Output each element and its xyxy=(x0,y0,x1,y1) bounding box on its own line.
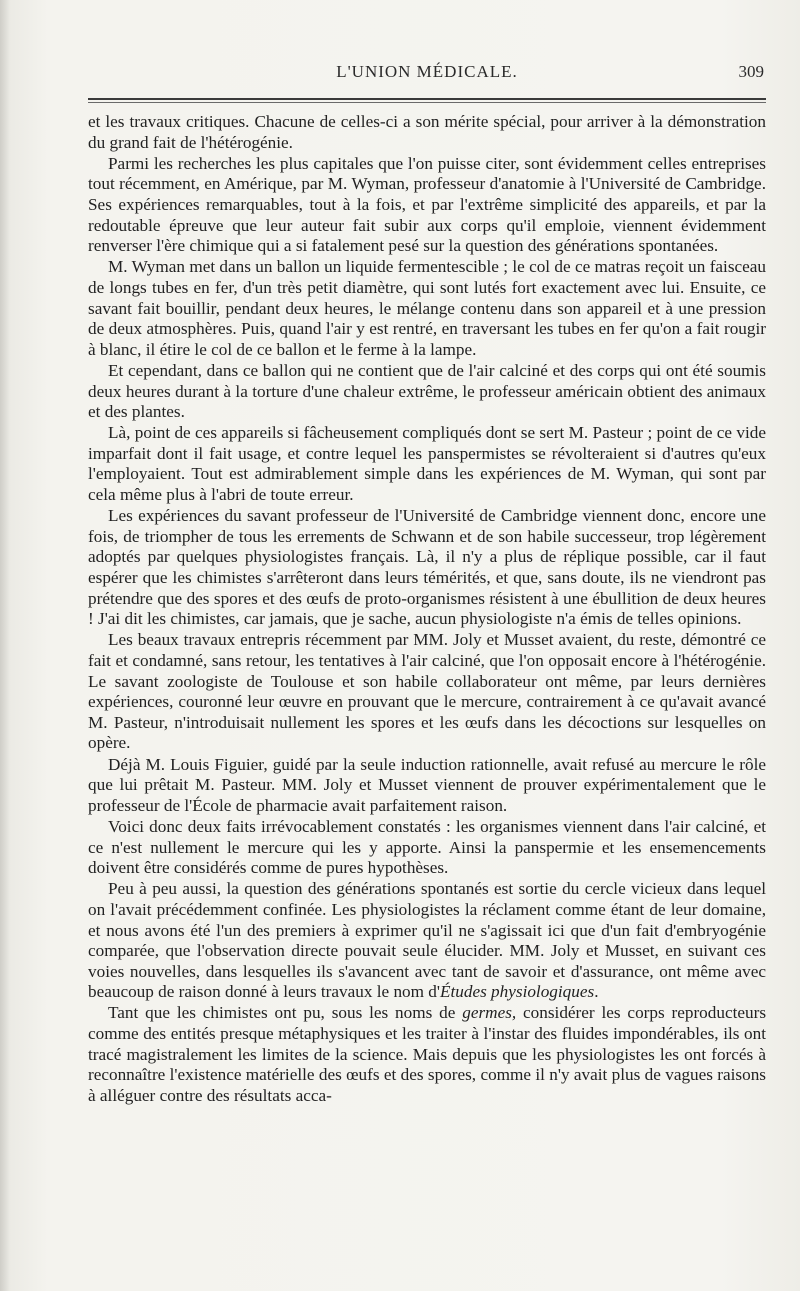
paragraph: Et cependant, dans ce ballon qui ne contient que de l'air calciné et des corps qui ont été soumis deux heures durant à la torture d'une chaleur extrême, le professeur américain obtient des animaux et des plantes. xyxy=(88,360,766,422)
paragraph: Déjà M. Louis Figuier, guidé par la seule induction rationnelle, avait refusé au mercure le rôle que lui prêtait M. Pasteur. MM. Joly et Musset viennent de prouver expérimentalement que le professeur de l'École de pharmacie avait parfaitement raison. xyxy=(88,754,766,815)
page-number: 309 xyxy=(738,62,764,81)
journal-title: L'UNION MÉDICALE. xyxy=(336,62,518,81)
paragraph xyxy=(88,1003,766,1106)
running-header xyxy=(88,60,766,90)
italic-term: germes, xyxy=(462,1003,517,1023)
header-rule-thin xyxy=(88,102,766,103)
paragraph: M. Wyman met dans un ballon un liquide fermentescible ; le col de ce matras reçoit un faisceau de longs tubes en fer, d'un très petit diamètre, qui sont lutés fort exactement avec lui. Ensuite, ce savant fait bouillir, pendant deux heures, le mélange contenu dans son appareil et à une pression de deux atmosphères. Puis, quand l'air y est rentré, en traversant les tubes en fer qu'on a fait rougir à blanc, il étire le col de ce ballon et le ferme à la lampe. xyxy=(88,257,766,359)
paragraph: Parmi les recherches les plus capitales que l'on puisse citer, sont évidemment celles entreprises tout récemment, en Amérique, par M. Wyman, professeur d'anatomie à l'Université de Cambridge. Ses expériences remarquables, tout à la fois, et par l'extrême simplicité des appareils, et par la redoutable épreuve que leur auteur fait subir aux corps qu'il emploie, viennent évidemment renverser l'ère chimique qui a si fatalement pesé sur la question des générations spontanées. xyxy=(88,153,766,256)
body-text xyxy=(88,112,766,1106)
page-edge-shadow xyxy=(0,0,10,1291)
paragraph: Voici donc deux faits irrévocablement constatés : les organismes viennent dans l'air calciné, et ce n'est nullement le mercure qui les y apporte. Ainsi la panspermie et les ensemencements doivent être considérés comme de pures hypothèses. xyxy=(88,816,766,878)
italic-title: Études physiologiques xyxy=(439,982,595,1002)
paragraph-text: considérer les corps reproducteurs comme des entités presque métaphysiques et les traiter à l'instar des fluides impondérables, ils ont tracé magistralement les limites de la science. Mais depuis que les physiologistes les ont forcés à reconnaître l'existence matérielle des œufs et des spores, comme il n'y avait plus de vagues raisons à alléguer contre des résultats acca- xyxy=(88,1003,767,1105)
paragraph: Peu à peu aussi, la question des générations spontanés est sortie du cercle vicieux dans lequel on l'avait précédemment confinée. Les physiologistes la réclament comme étant de leur domaine, et nous avons été l'un des premiers à exprimer qu'il ne s'agissait ici que d'un fait d'embryogénie comparée, que l'observation directe pouvait seule élucider. MM. Joly et Musset, en suivant ces voies nouvelles, dans lesquelles ils s'avancent avec tant de savoir et d'assurance, ont même avec beaucoup de raison donné à leurs travaux le nom d'Études physiologiques. xyxy=(88,879,766,1002)
paragraph: Là, point de ces appareils si fâcheusement compliqués dont se sert M. Pasteur ; point de ce vide imparfait dont il fait usage, et contre lequel les panspermistes se révolteraient si d'autres qu'eux l'employaient. Tout est admirablement simple dans les expériences de M. Wyman, qui sont par cela même plus à l'abri de toute erreur. xyxy=(88,423,766,505)
paragraph-text: Tant que les chimistes ont pu, sous les noms de xyxy=(108,1003,463,1023)
paragraph: Les expériences du savant professeur de l'Université de Cambridge viennent donc, encore une fois, de triompher de tous les errements de Schwann et de son habile successeur, trop légèrement adoptés par quelques physiologistes français. Là, il n'y a plus de réplique possible, car il faut espérer que les chimistes s'arrêteront dans leurs témérités, et que, sans doute, ils ne viendront pas prétendre que des spores et des œufs de proto-organismes résistent à une ébullition de deux heures ! J'ai dit les chimistes, car jamais, que je sache, aucun physiologiste n'a émis de telles opinions. xyxy=(88,506,766,629)
paragraph: et les travaux critiques. Chacune de celles-ci a son mérite spécial, pour arriver à la démonstration du grand fait de l'hétérogénie. xyxy=(88,112,766,152)
paragraph-text: Peu à peu aussi, la question des générations spontanés est sortie du cercle vicieux dans lequel on l'avait précédemment confinée. Les physiologistes la réclament comme étant de leur domaine, et nous avons été l'un des premiers à exprimer qu'il ne s'agissait ici que d'un fait d'embryogénie comparée, que l'observation directe pouvait seule élucider. MM. Joly et Musset, en suivant ces voies nouvelles, dans lesquelles ils s'avancent avec tant de savoir et d'assurance, ont même avec beaucoup de raison donné à leurs travaux le nom d' xyxy=(88,879,766,1002)
paragraph: Les beaux travaux entrepris récemment par MM. Joly et Musset avaient, du reste, démontré ce fait et condamné, sans retour, les tentatives à l'air calciné, que l'on opposait encore à l'hétérogénie. Le savant zoologiste de Toulouse et son habile collaborateur ont même, par leurs dernières expériences, couronné leur œuvre en prouvant que le mercure, contrairement à ce qu'avait avancé M. Pasteur, n'introduisait nullement les spores et les œufs dans les décoctions sur lesquelles on opère. xyxy=(88,630,766,753)
header-rule xyxy=(88,98,766,100)
